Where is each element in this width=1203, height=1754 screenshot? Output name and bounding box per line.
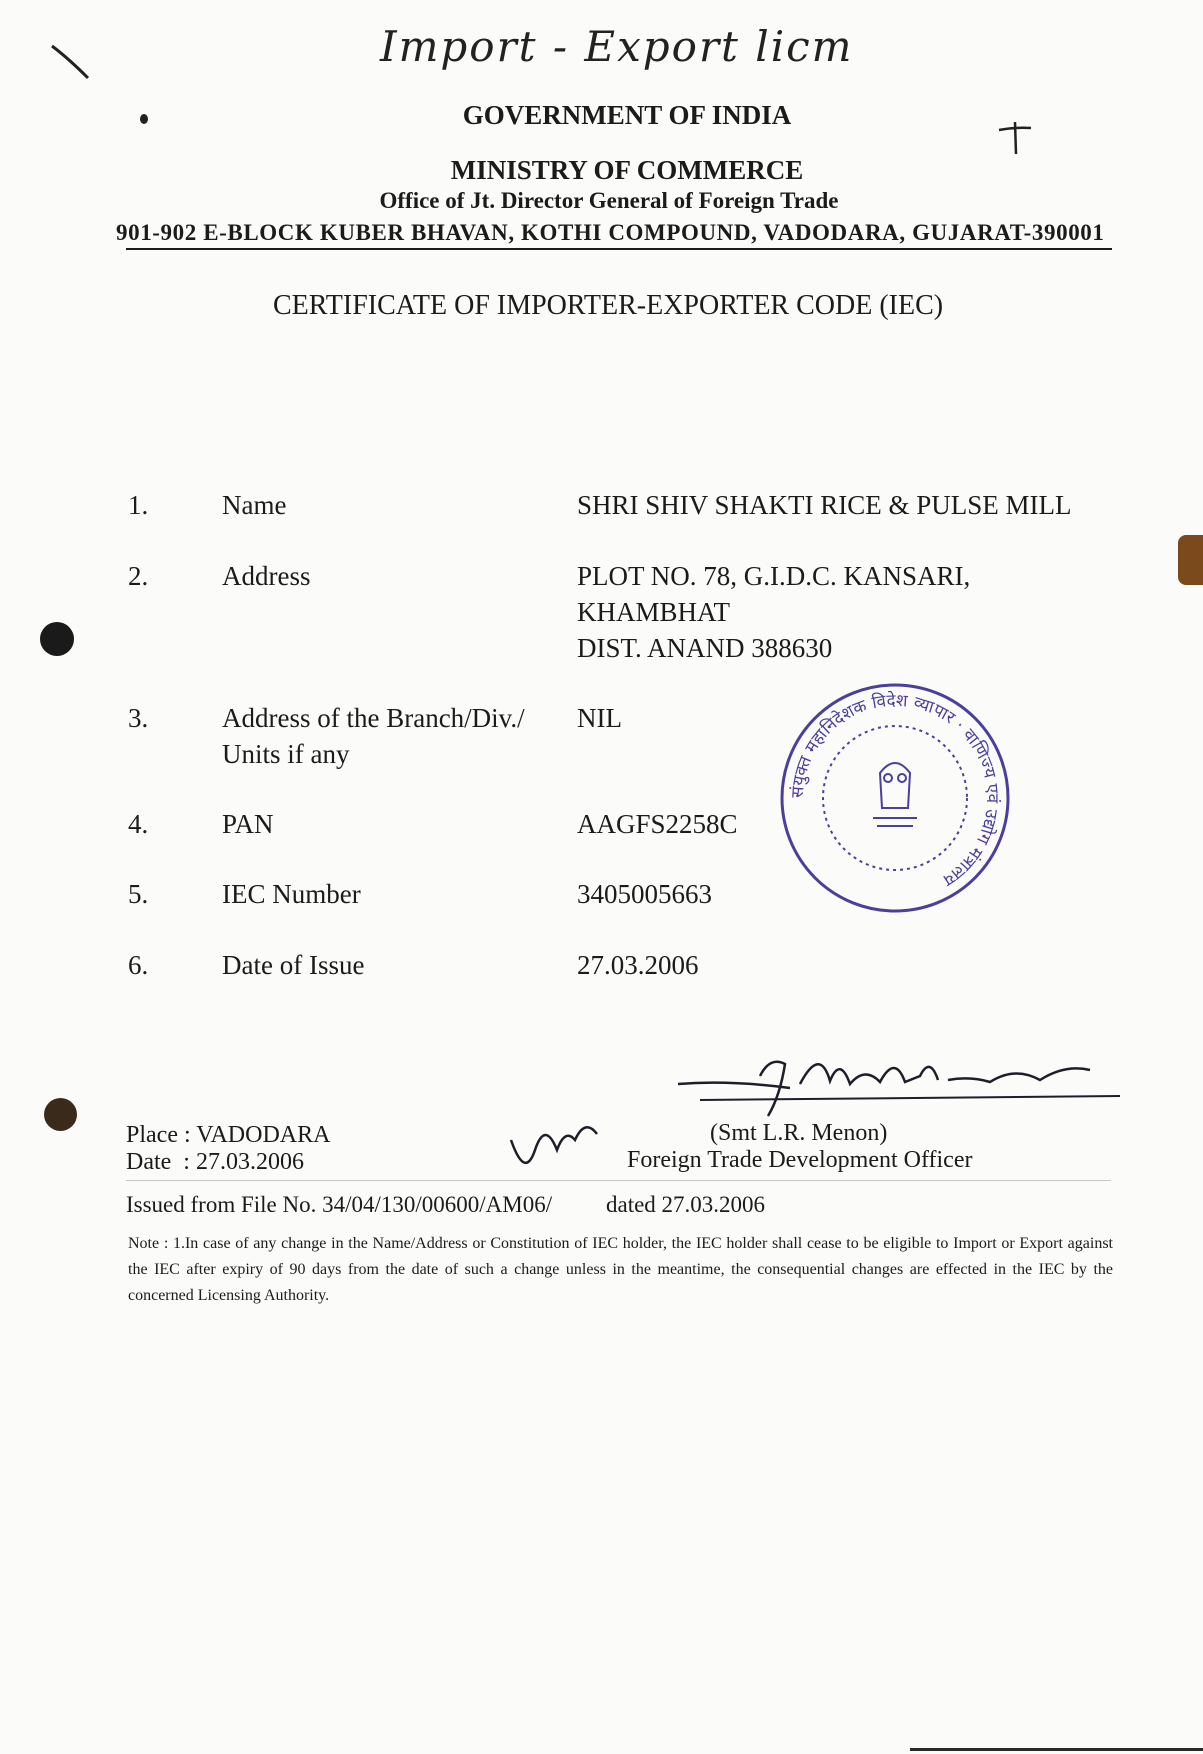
footer-place: Place : VADODARA [126, 1122, 331, 1148]
row-number: 3. [128, 703, 149, 733]
header-address: 901-902 E-BLOCK KUBER BHAVAN, KOTHI COMPOUND, VADODARA, GUJARAT-390001 [116, 220, 1105, 245]
note-text: Note : 1.In case of any change in the Name/Address or Constitution of IEC holder, the IEC holder shall cease to be eligible to Import or Export against the IEC after expiry of 90 days from the date of such a change unless in the meantime, the consequential changes are effected in the IEC by the concerned Licensing Authority. [128, 1235, 1113, 1304]
official-seal-stamp [775, 678, 1015, 918]
header-office: Office of Jt. Director General of Foreign Trade [379, 188, 839, 213]
address-line: DIST. ANAND 388630 [577, 633, 833, 663]
header-ministry: MINISTRY OF COMMERCE [450, 155, 804, 185]
row-label: PAN [222, 809, 274, 839]
row-number: 6. [128, 950, 149, 980]
header-underline [126, 248, 1112, 250]
row-label: Address [222, 561, 311, 591]
row-value-address [577, 558, 970, 666]
address-line: KHAMBHAT [577, 597, 731, 627]
header-government: GOVERNMENT OF INDIA [462, 100, 792, 130]
row-label: Date of Issue [222, 950, 365, 980]
row-value-iec-number: 3405005663 [577, 879, 712, 909]
row-number: 4. [128, 809, 149, 839]
svg-text:संयुक्त महानिदेशक विदेश व्यापा: संयुक्त महानिदेशक विदेश व्यापार · वाणिज्य एवं उद्योग मंत्रालय [787, 690, 1003, 890]
label-line: Address of the Branch/Div./ [222, 703, 525, 733]
file-number: Issued from File No. 34/04/130/00600/AM06/ [126, 1192, 553, 1217]
check-mark-icon [48, 40, 108, 90]
punch-hole [44, 1098, 77, 1131]
row-label: IEC Number [222, 879, 361, 909]
footer-faint-rule [126, 1180, 1111, 1181]
row-label [222, 700, 525, 772]
bottom-edge-rule [910, 1748, 1203, 1751]
row-number: 1. [128, 490, 149, 520]
punch-hole [40, 622, 74, 656]
row-number: 5. [128, 879, 149, 909]
row-value-branch: NIL [577, 703, 622, 733]
address-line: PLOT NO. 78, G.I.D.C. KANSARI, [577, 561, 971, 591]
label-line: Units if any [222, 739, 350, 769]
certificate-title: CERTIFICATE OF IMPORTER-EXPORTER CODE (IEC) [273, 290, 944, 321]
signature [670, 1036, 1130, 1126]
row-value-date-of-issue: 27.03.2006 [577, 950, 699, 980]
signatory-title: Foreign Trade Development Officer [627, 1147, 973, 1173]
handwritten-heading: Import - Export licm [380, 22, 854, 71]
signatory-name: (Smt L.R. Menon) [710, 1120, 888, 1146]
file-dated: dated 27.03.2006 [606, 1192, 766, 1217]
row-value-pan: AAGFS2258C [577, 809, 738, 839]
edge-mark [1178, 535, 1203, 585]
footer-date: Date : 27.03.2006 [126, 1149, 304, 1175]
row-number: 2. [128, 561, 149, 591]
row-value-name: SHRI SHIV SHAKTI RICE & PULSE MILL [577, 490, 1072, 520]
initials [505, 1110, 615, 1180]
row-label: Name [222, 490, 287, 520]
